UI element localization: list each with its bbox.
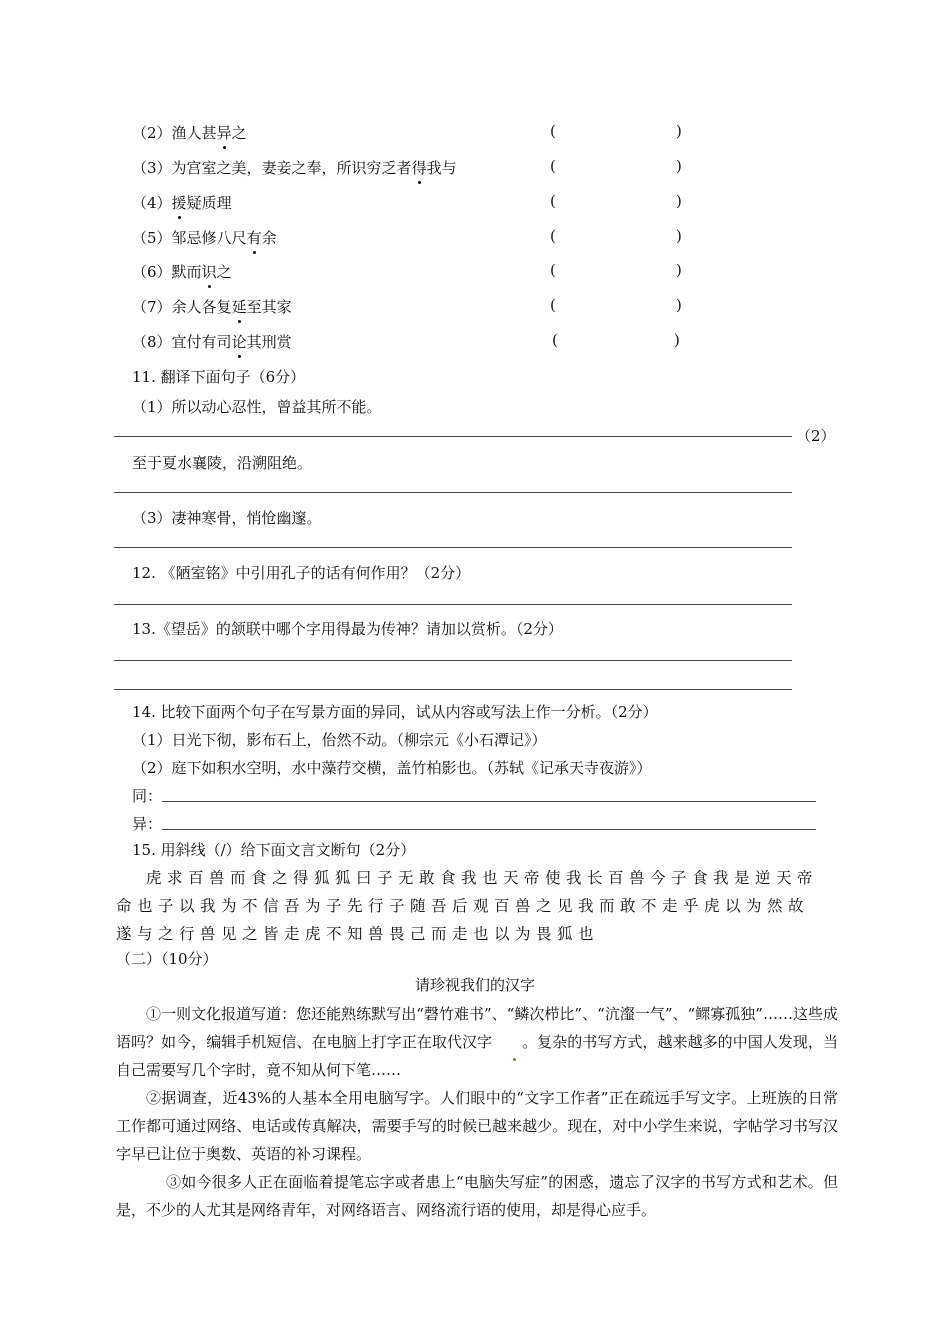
word-item: [132, 227, 277, 248]
answer-blank[interactable]: [564, 296, 672, 316]
q12-title: 12. 《陋室铭》中引用孔子的话有何作用？（2分）: [132, 564, 471, 582]
emphasized-character: 援: [171, 194, 187, 212]
word-item-text-after: 之: [231, 124, 247, 142]
word-item: [132, 122, 247, 143]
word-item-text-after: 之: [216, 263, 232, 281]
answer-paren-close: ): [676, 261, 682, 279]
word-item-number: （7）: [132, 298, 172, 316]
word-item-text-after: 余: [261, 229, 277, 247]
answer-blank[interactable]: [564, 157, 672, 177]
article-paragraph-3: ③如今很多人正在面临着提笔忘字或者患上“电脑失写症”的困惑，遗忘了汉字的书写方式和艺术。但是，不少的人尤其是网络青年，对网络语言、网络流行语的使用，却是得心应手。: [116, 1173, 838, 1219]
q15-passage-line-3: 遂与之行兽见之皆走虎不知兽畏己而走也以为畏狐也: [116, 925, 600, 943]
answer-blank[interactable]: [564, 122, 672, 142]
green-dot-mark: 。: [492, 1028, 537, 1056]
emphasized-character: 延: [231, 298, 247, 316]
word-item: [132, 157, 457, 178]
q15-title: 15. 用斜线（/）给下面文言文断句（2分）: [132, 841, 416, 859]
q14-same-label: 同：: [132, 787, 163, 805]
q15-passage-line-2: 命也子以我为不信吾为子先行子随吾后观百兽之见我而敢不走乎虎以为然故: [116, 897, 810, 915]
q13-title: 13.《望岳》的颔联中哪个字用得最为传神？请加以赏析。（2分）: [132, 620, 563, 638]
q11-sentence-2-num: （2）: [796, 427, 836, 445]
q11-sentence-1: （1）所以动心忍性，曾益其所不能。: [132, 398, 382, 416]
q15-passage-line-1: 虎求百兽而食之得狐狐曰子无敢食我也天帝使我长百兽今子食我是逆天帝: [146, 869, 819, 887]
answer-paren-open: (: [550, 192, 556, 210]
q14-diff-label: 异：: [132, 815, 163, 833]
answer-line-14-diff[interactable]: [162, 829, 816, 830]
word-item-text-before: 渔人甚: [171, 124, 217, 142]
answer-paren-close: ): [676, 157, 682, 175]
answer-paren-close: ): [676, 296, 682, 314]
word-item-text-before: 邹忌修八尺: [171, 229, 247, 247]
word-item: [132, 192, 232, 213]
word-item-text-after: 疑质理: [186, 194, 232, 212]
answer-blank[interactable]: [566, 331, 670, 351]
answer-paren-close: ): [676, 122, 682, 140]
word-item-text-before: 为宫室之美，妻妾之奉，所识穷乏者: [171, 159, 412, 177]
answer-blank[interactable]: [564, 261, 672, 281]
answer-paren-close: ): [676, 227, 682, 245]
section-2-heading: （二）（10分）: [116, 950, 218, 968]
word-item-number: （6）: [132, 263, 172, 281]
word-item-text-before: 余人各复: [171, 298, 232, 316]
answer-line-11-2[interactable]: [114, 492, 792, 493]
word-item-number: （5）: [132, 229, 172, 247]
word-item-number: （8）: [132, 333, 172, 351]
article-paragraph-1: ①一则文化报道写道：您还能熟练默写出“磬竹难书”、“鳞次栉比”、“沆瀣一气”、“鳏寡孤独”……这些成语吗？如今，编辑手机短信、在电脑上打字正在取代汉字 。复杂的书写方式，越来越多的中国人发现，当自己需要写几个字时，竟不知从何下笔……: [116, 1005, 838, 1079]
answer-line-13-1[interactable]: [114, 660, 792, 661]
answer-line-11-1[interactable]: [114, 436, 792, 437]
answer-paren-open: (: [550, 122, 556, 140]
emphasized-character: 有: [246, 229, 262, 247]
emphasized-character: 识: [201, 263, 217, 281]
q14-title: 14. 比较下面两个句子在写景方面的异同，试从内容或写法上作一分析。（2分）: [132, 703, 658, 721]
answer-paren-close: ): [674, 331, 680, 349]
word-item-text-after: 其刑赏: [246, 333, 292, 351]
word-item-number: （4）: [132, 194, 172, 212]
answer-paren-open: (: [552, 331, 558, 349]
emphasized-character: 得: [411, 159, 427, 177]
answer-paren-close: ): [676, 192, 682, 210]
article-paragraph-2: ②据调查，近43%的人基本全用电脑写字。人们眼中的“文字工作者”正在疏远手写文字。上班族的日常工作都可通过网络、电话或传真解决，需要手写的时候已越来越少。现在，对中小学生来说，字帖学习书写汉字早已让位于奥数、英语的补习课程。: [116, 1089, 838, 1163]
word-item-text-before: 宜付有司: [171, 333, 232, 351]
answer-line-12[interactable]: [114, 604, 792, 605]
answer-line-11-3[interactable]: [114, 547, 792, 548]
q14-sentence-2: （2）庭下如积水空明，水中藻荇交横，盖竹柏影也。（苏轼《记承天寺夜游》）: [132, 759, 652, 777]
answer-blank[interactable]: [564, 227, 672, 247]
q11-sentence-2: 至于夏水襄陵，沿溯阻绝。: [132, 454, 313, 472]
word-item-number: （3）: [132, 159, 172, 177]
word-item-number: （2）: [132, 124, 172, 142]
q14-sentence-1: （1）日光下彻，影布石上，佁然不动。（柳宗元《小石潭记》）: [132, 731, 547, 749]
answer-paren-open: (: [550, 227, 556, 245]
answer-line-14-same[interactable]: [162, 801, 816, 802]
word-item-text-after: 至其家: [246, 298, 292, 316]
word-item: [132, 261, 232, 282]
q11-sentence-3: （3）凄神寒骨，悄怆幽邃。: [132, 509, 322, 527]
answer-paren-open: (: [550, 261, 556, 279]
word-item-text-before: 默而: [171, 263, 202, 281]
q11-title: 11. 翻译下面句子（6分）: [132, 368, 306, 386]
answer-paren-open: (: [550, 296, 556, 314]
answer-blank[interactable]: [564, 192, 672, 212]
article-title: 请珍视我们的汉字: [414, 976, 535, 994]
emphasized-character: 论: [231, 333, 247, 351]
emphasized-character: 异: [216, 124, 232, 142]
word-item: [132, 296, 292, 317]
answer-paren-open: (: [550, 157, 556, 175]
word-item: [132, 331, 292, 352]
word-item-text-after: 我与: [426, 159, 457, 177]
answer-line-13-2[interactable]: [114, 689, 792, 690]
